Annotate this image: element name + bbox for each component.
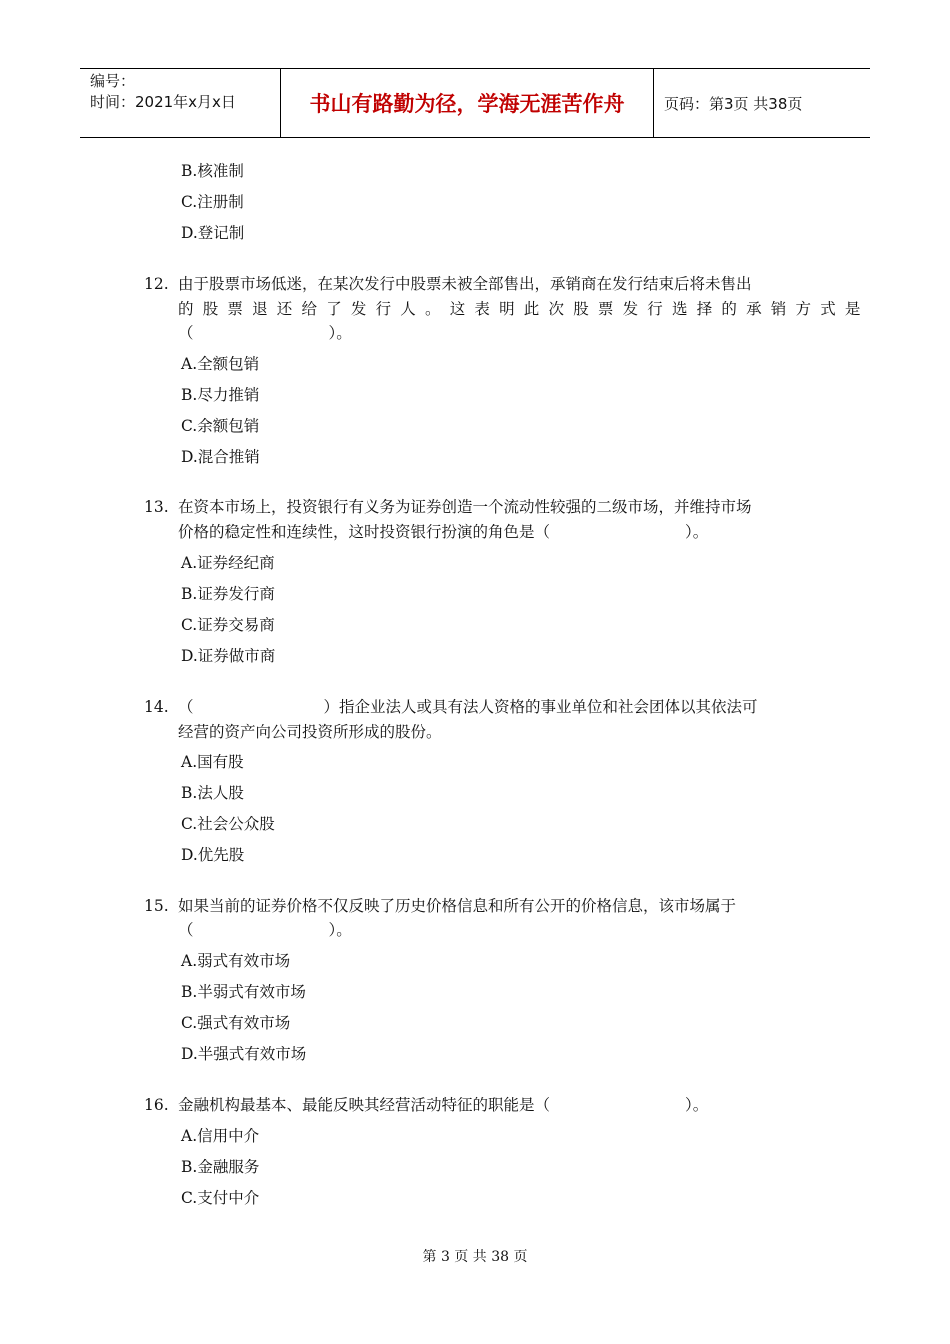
- question-13-line-2: [178, 522, 805, 542]
- question-15-option-d: D.半强式有效市场: [181, 1045, 307, 1063]
- question-16-line-1: [178, 1095, 805, 1115]
- question-13-line-1: 在资本市场上，投资银行有义务为证券创造一个流动性较强的二级市场，并维持市场: [178, 498, 752, 516]
- header-time-label: 时间：2021年x月x日: [90, 93, 236, 111]
- question-number-13: 13.: [144, 498, 169, 516]
- question-number-16: 16.: [144, 1096, 169, 1114]
- question-13-option-a: A.证券经纪商: [181, 554, 275, 572]
- question-15-option-b: B.半弱式有效市场: [181, 983, 306, 1001]
- question-16-line-1-text: 金融机构最基本、最能反映其经营活动特征的职能是（: [178, 1096, 551, 1114]
- question-12-line-3: [178, 323, 805, 343]
- answer-blank-close: ）。: [685, 523, 709, 541]
- question-15-option-a: A.弱式有效市场: [181, 952, 291, 970]
- question-16-option-c: C.支付中介: [181, 1189, 260, 1207]
- question-13-option-b: B.证券发行商: [181, 585, 275, 603]
- question-14-option-b: B.法人股: [181, 784, 244, 802]
- question-15-line-1: 如果当前的证券价格不仅反映了历史价格信息和所有公开的价格信息，该市场属于: [178, 897, 737, 915]
- answer-blank-open: （: [178, 698, 194, 716]
- question-14-option-d: D.优先股: [181, 846, 245, 864]
- question-13-option-d: D.证券做市商: [181, 647, 276, 665]
- page-header: [80, 68, 870, 138]
- option-d-prev: D.登记制: [181, 224, 245, 242]
- header-meta: [80, 69, 281, 137]
- question-12-option-a: A.全额包销: [181, 355, 260, 373]
- question-number-14: 14.: [144, 698, 169, 716]
- question-14-line-1: [178, 697, 805, 717]
- question-12-line-2-text: 的股票退还给了发行人。这表明此次股票发行选择的承销方式是: [178, 300, 870, 318]
- answer-blank-open: （: [178, 921, 194, 939]
- question-14-line-1-text: ）指企业法人或具有法人资格的事业单位和社会团体以其依法可: [323, 698, 758, 716]
- question-12-line-2: [178, 299, 870, 319]
- question-14-line-2: 经营的资产向公司投资所形成的股份。: [178, 723, 442, 741]
- answer-blank-close: ）。: [328, 921, 352, 939]
- question-12-option-b: B.尽力推销: [181, 386, 260, 404]
- question-14-option-a: A.国有股: [181, 753, 244, 771]
- page-footer: 第 3 页 共 38 页: [422, 1249, 528, 1265]
- question-number-15: 15.: [144, 897, 169, 915]
- question-16-option-b: B.金融服务: [181, 1158, 260, 1176]
- header-number-label: 编号：: [90, 72, 136, 90]
- question-12-option-d: D.混合推销: [181, 448, 260, 466]
- question-13-line-2-text: 价格的稳定性和连续性，这时投资银行扮演的角色是（: [178, 523, 551, 541]
- header-page-label: 页码：第3页 共38页: [664, 94, 803, 113]
- question-15-line-2: [178, 920, 805, 940]
- question-14-option-c: C.社会公众股: [181, 815, 275, 833]
- question-12-option-c: C.余额包销: [181, 417, 260, 435]
- option-b-prev: B.核准制: [181, 162, 244, 180]
- answer-blank-close: ）。: [328, 324, 352, 342]
- question-15-option-c: C.强式有效市场: [181, 1014, 291, 1032]
- question-12-line-1: 由于股票市场低迷，在某次发行中股票未被全部售出，承销商在发行结束后将未售出: [178, 275, 752, 293]
- question-13-option-c: C.证券交易商: [181, 616, 275, 634]
- header-motto: 书山有路勤为径，学海无涯苦作舟: [281, 69, 654, 137]
- answer-blank-close: ）。: [685, 1096, 709, 1114]
- option-c-prev: C.注册制: [181, 193, 244, 211]
- question-number-12: 12.: [144, 275, 169, 293]
- question-16-option-a: A.信用中介: [181, 1127, 260, 1145]
- answer-blank-open: （: [178, 324, 194, 342]
